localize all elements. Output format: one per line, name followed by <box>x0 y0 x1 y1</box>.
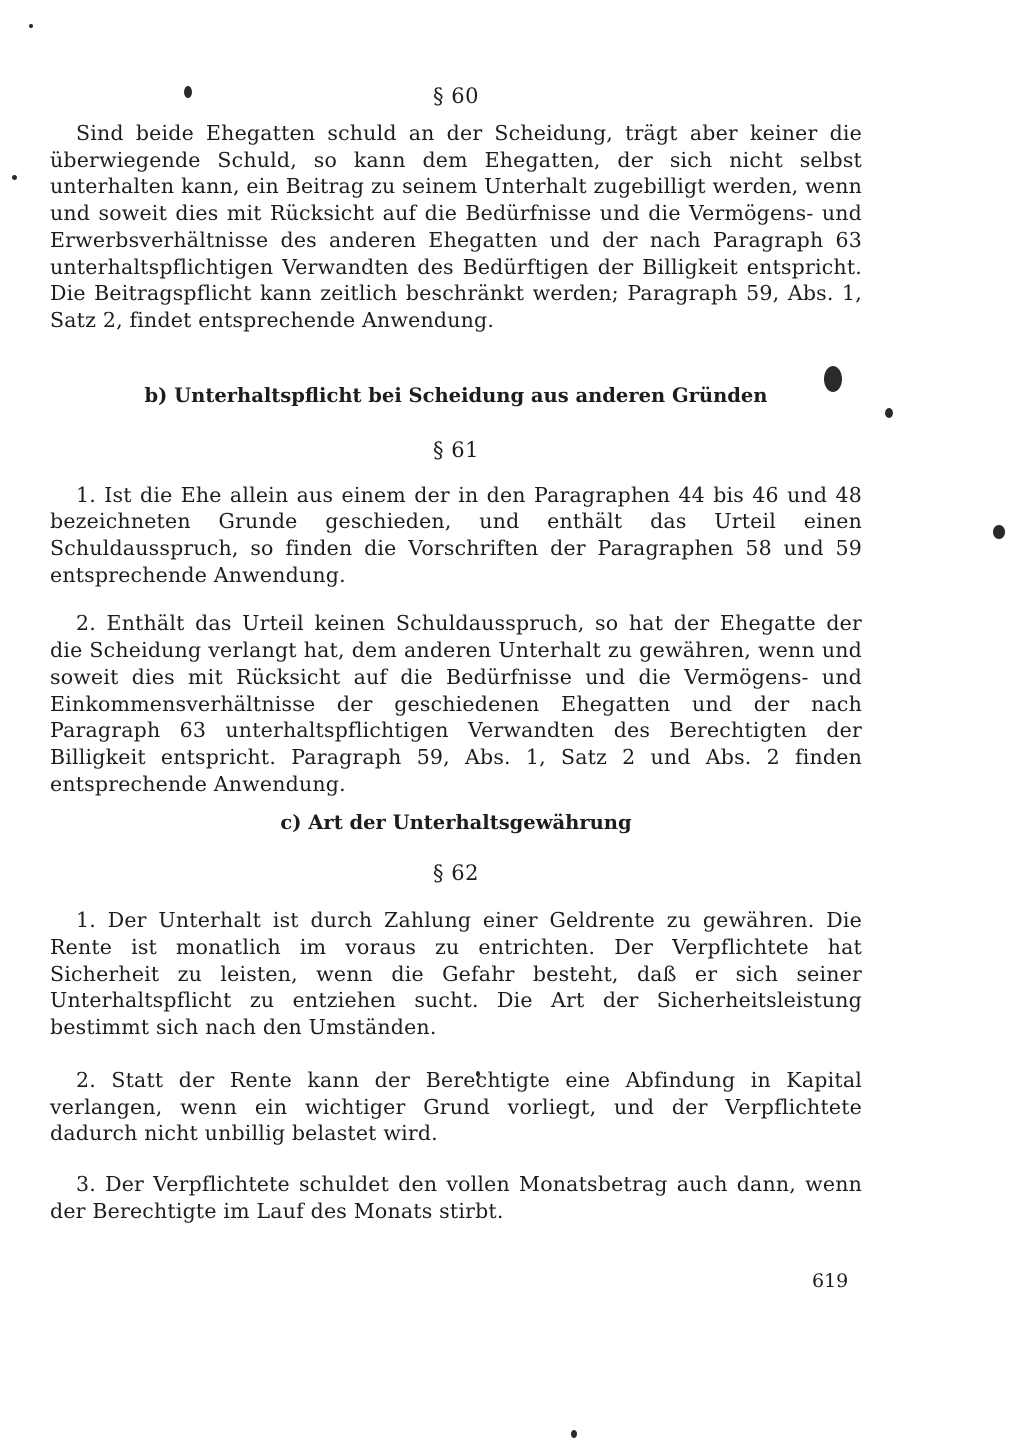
scan-speck <box>993 525 1005 539</box>
section-heading-60: § 60 <box>433 84 479 108</box>
document-page <box>50 70 862 1224</box>
section-heading-61: § 61 <box>433 437 479 462</box>
section-heading-62: § 62 <box>433 861 479 886</box>
section-62-paragraph-1: 1. Der Unterhalt ist durch Zahlung einer Geldrente zu gewähren. Die Rente ist monatlich im voraus zu entrichten. Der Verpflichtete hat Sicherheit zu leisten, wenn die Gefahr besteht, daß er sich seiner Unterhaltspflicht zu entziehen sucht. Die Art der Sicherheitsleistung bestimmt sich nach den Umständen. <box>50 908 862 1040</box>
section-62-paragraph-2: 2. Statt der Rente kann der Berechtigte eine Abfindung in Kapital verlangen, wenn ein wichtiger Grund vorliegt, und der Verpflichtete dadurch nicht unbillig belastet wird. <box>50 1067 862 1146</box>
subheading-c: c) Art der Unterhaltsgewährung <box>280 811 632 835</box>
scan-speck <box>29 24 33 28</box>
scan-speck <box>885 408 893 418</box>
subheading-b: b) Unterhaltspflicht bei Scheidung aus anderen Gründen <box>144 383 768 407</box>
scan-speck <box>571 1430 577 1438</box>
section-61-paragraph-1: 1. Ist die Ehe allein aus einem der in den Paragraphen 44 bis 46 und 48 bezeichneten Grunde geschieden, und enthält das Urteil einen Schuldausspruch, so finden die Vorschriften der Paragraphen 58 und 59 entsprechende Anwendung. <box>50 482 862 587</box>
scan-speck <box>12 175 17 180</box>
section-60-paragraph: Sind beide Ehegatten schuld an der Scheidung, trägt aber keiner die überwiegende Schuld, so kann dem Ehegatten, der sich nicht selbst unterhalten kann, ein Beitrag zu seinem Unterhalt zugebilligt werden, wenn und soweit dies mit Rücksicht auf die Bedürfnisse und die Vermögens- und Erwerbsverhältnisse des anderen Ehegatten und der nach Paragraph 63 unterhaltspflichtigen Verwandten des Bedürftigen der Billigkeit entspricht. Die Beitragspflicht kann zeitlich beschränkt werden; Paragraph 59, Abs. 1, Satz 2, findet entsprechende Anwendung. <box>50 121 862 332</box>
section-61-paragraph-2: 2. Enthält das Urteil keinen Schuldausspruch, so hat der Ehegatte der die Scheidung verlangt hat, dem anderen Unterhalt zu gewähren, wenn und soweit dies mit Rücksicht auf die Bedürfnisse und die Vermögens- und Einkommensverhältnisse der geschiedenen Ehegatten und der nach Paragraph 63 unterhaltspflichtigen Verwandten des Berechtigten der Billigkeit entspricht. Paragraph 59, Abs. 1, Satz 2 und Abs. 2 finden entsprechende Anwendung. <box>50 611 862 796</box>
section-62-paragraph-3: 3. Der Verpflichtete schuldet den vollen Monatsbetrag auch dann, wenn der Berechtigte im Lauf des Monats stirbt. <box>50 1171 862 1223</box>
page-number: 619 <box>812 1270 849 1292</box>
